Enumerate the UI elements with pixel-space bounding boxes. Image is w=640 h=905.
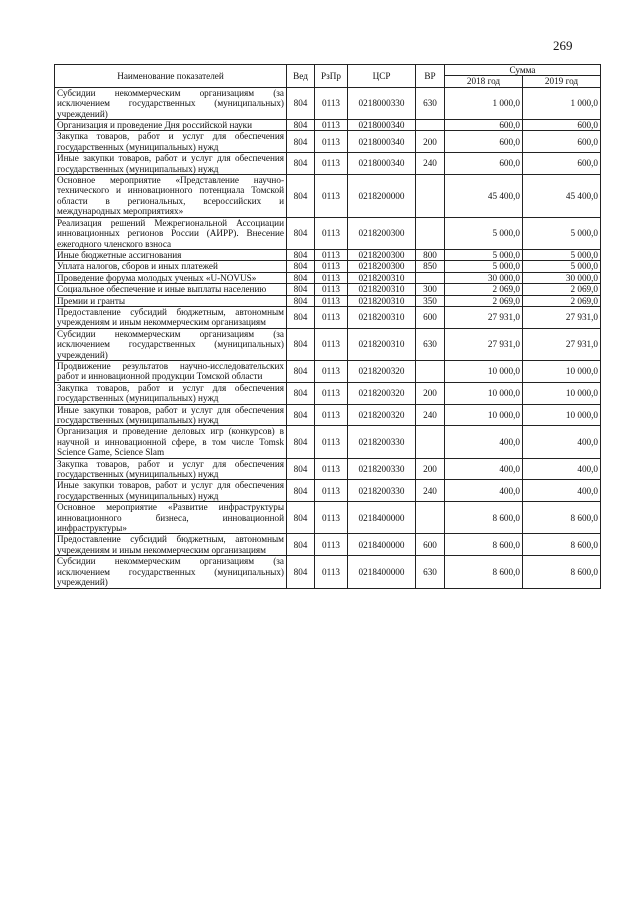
table-row xyxy=(55,87,601,119)
header-year-2018: 2018 год xyxy=(445,76,523,87)
cell-vr xyxy=(416,217,445,249)
cell-rzpr: 0113 xyxy=(315,382,348,404)
table-row xyxy=(55,480,601,502)
cell-sum-2019: 2 069,0 xyxy=(523,295,601,306)
cell-vr: 630 xyxy=(416,87,445,119)
cell-sum-2019: 8 600,0 xyxy=(523,534,601,556)
cell-rzpr: 0113 xyxy=(315,328,348,360)
cell-vr xyxy=(416,502,445,534)
cell-sum-2019: 400,0 xyxy=(523,480,601,502)
table-row xyxy=(55,153,601,175)
cell-ved: 804 xyxy=(287,480,315,502)
cell-name: Иные закупки товаров, работ и услуг для обеспечения государственных (муниципальных) нужд xyxy=(55,480,287,502)
cell-vr: 300 xyxy=(416,284,445,295)
cell-sum-2018: 10 000,0 xyxy=(445,404,523,426)
cell-vr xyxy=(416,120,445,131)
cell-csr: 0218200300 xyxy=(348,249,416,260)
cell-rzpr: 0113 xyxy=(315,284,348,295)
cell-sum-2018: 5 000,0 xyxy=(445,261,523,272)
cell-csr: 0218200320 xyxy=(348,382,416,404)
table-row xyxy=(55,458,601,480)
cell-sum-2019: 2 069,0 xyxy=(523,284,601,295)
cell-sum-2018: 400,0 xyxy=(445,458,523,480)
cell-sum-2018: 5 000,0 xyxy=(445,249,523,260)
cell-rzpr: 0113 xyxy=(315,426,348,458)
cell-csr: 0218400000 xyxy=(348,502,416,534)
cell-name: Иные бюджетные ассигнования xyxy=(55,249,287,260)
cell-vr: 200 xyxy=(416,458,445,480)
cell-csr: 0218200310 xyxy=(348,306,416,328)
cell-vr: 200 xyxy=(416,382,445,404)
cell-ved: 804 xyxy=(287,306,315,328)
cell-sum-2019: 45 400,0 xyxy=(523,175,601,218)
table-row xyxy=(55,261,601,272)
cell-vr xyxy=(416,426,445,458)
cell-name: Основное мероприятие «Представление научно-технического и инновационного потенциала Томской области в региональных, всероссийских и международных мероприятиях» xyxy=(55,175,287,218)
cell-name: Организация и проведение Дня российской науки xyxy=(55,120,287,131)
cell-csr: 0218200320 xyxy=(348,360,416,382)
cell-vr: 850 xyxy=(416,261,445,272)
cell-ved: 804 xyxy=(287,272,315,283)
cell-rzpr: 0113 xyxy=(315,480,348,502)
cell-sum-2018: 30 000,0 xyxy=(445,272,523,283)
table-row xyxy=(55,360,601,382)
cell-csr: 0218000330 xyxy=(348,87,416,119)
cell-csr: 0218000340 xyxy=(348,120,416,131)
cell-sum-2019: 27 931,0 xyxy=(523,328,601,360)
cell-csr: 0218200000 xyxy=(348,175,416,218)
cell-ved: 804 xyxy=(287,131,315,153)
cell-rzpr: 0113 xyxy=(315,249,348,260)
cell-name: Субсидии некоммерческим организациям (за исключением государственных (муниципальных) учреждений) xyxy=(55,556,287,588)
cell-sum-2019: 5 000,0 xyxy=(523,217,601,249)
header-sum: Сумма xyxy=(445,65,601,76)
table-header xyxy=(55,65,601,88)
cell-name: Закупка товаров, работ и услуг для обеспечения государственных (муниципальных) нужд xyxy=(55,458,287,480)
cell-rzpr: 0113 xyxy=(315,458,348,480)
cell-ved: 804 xyxy=(287,120,315,131)
header-vr: ВР xyxy=(416,65,445,88)
table-body xyxy=(55,87,601,588)
cell-sum-2018: 27 931,0 xyxy=(445,306,523,328)
cell-rzpr: 0113 xyxy=(315,306,348,328)
table-row xyxy=(55,502,601,534)
cell-csr: 0218000340 xyxy=(348,131,416,153)
cell-rzpr: 0113 xyxy=(315,360,348,382)
table-row xyxy=(55,120,601,131)
cell-ved: 804 xyxy=(287,153,315,175)
table-row xyxy=(55,284,601,295)
cell-csr: 0218200330 xyxy=(348,426,416,458)
cell-csr: 0218400000 xyxy=(348,556,416,588)
cell-ved: 804 xyxy=(287,458,315,480)
cell-vr: 200 xyxy=(416,131,445,153)
cell-csr: 0218200310 xyxy=(348,284,416,295)
cell-sum-2018: 600,0 xyxy=(445,131,523,153)
cell-csr: 0218200310 xyxy=(348,272,416,283)
cell-rzpr: 0113 xyxy=(315,87,348,119)
cell-sum-2018: 400,0 xyxy=(445,480,523,502)
cell-rzpr: 0113 xyxy=(315,272,348,283)
cell-vr: 240 xyxy=(416,404,445,426)
cell-sum-2019: 8 600,0 xyxy=(523,556,601,588)
cell-sum-2018: 400,0 xyxy=(445,426,523,458)
cell-sum-2019: 600,0 xyxy=(523,153,601,175)
cell-ved: 804 xyxy=(287,556,315,588)
header-ved: Вед xyxy=(287,65,315,88)
cell-vr: 240 xyxy=(416,480,445,502)
table-row xyxy=(55,249,601,260)
table-row xyxy=(55,426,601,458)
cell-sum-2018: 1 000,0 xyxy=(445,87,523,119)
cell-sum-2018: 8 600,0 xyxy=(445,556,523,588)
cell-sum-2018: 10 000,0 xyxy=(445,382,523,404)
cell-sum-2019: 400,0 xyxy=(523,458,601,480)
cell-rzpr: 0113 xyxy=(315,120,348,131)
cell-ved: 804 xyxy=(287,360,315,382)
cell-ved: 804 xyxy=(287,328,315,360)
table-row xyxy=(55,272,601,283)
cell-sum-2018: 8 600,0 xyxy=(445,502,523,534)
table-row xyxy=(55,328,601,360)
table-row xyxy=(55,175,601,218)
cell-rzpr: 0113 xyxy=(315,502,348,534)
cell-sum-2019: 600,0 xyxy=(523,131,601,153)
header-year-2019: 2019 год xyxy=(523,76,601,87)
cell-name: Предоставление субсидий бюджетным, автономным учреждениям и иным некоммерческим организациям xyxy=(55,306,287,328)
cell-sum-2018: 8 600,0 xyxy=(445,534,523,556)
cell-sum-2019: 27 931,0 xyxy=(523,306,601,328)
cell-vr: 630 xyxy=(416,328,445,360)
cell-rzpr: 0113 xyxy=(315,217,348,249)
cell-sum-2018: 600,0 xyxy=(445,153,523,175)
cell-name: Социальное обеспечение и иные выплаты населению xyxy=(55,284,287,295)
cell-vr xyxy=(416,272,445,283)
page-number: 269 xyxy=(553,38,573,53)
cell-name: Субсидии некоммерческим организациям (за исключением государственных (муниципальных) учреждений) xyxy=(55,87,287,119)
cell-sum-2019: 400,0 xyxy=(523,426,601,458)
table-row xyxy=(55,217,601,249)
table-row xyxy=(55,534,601,556)
cell-rzpr: 0113 xyxy=(315,534,348,556)
cell-csr: 0218400000 xyxy=(348,534,416,556)
header-rzpr: РзПр xyxy=(315,65,348,88)
cell-sum-2018: 600,0 xyxy=(445,120,523,131)
cell-name: Уплата налогов, сборов и иных платежей xyxy=(55,261,287,272)
cell-name: Проведение форума молодых ученых «U-NOVUS» xyxy=(55,272,287,283)
cell-sum-2019: 30 000,0 xyxy=(523,272,601,283)
cell-name: Закупка товаров, работ и услуг для обеспечения государственных (муниципальных) нужд xyxy=(55,131,287,153)
cell-ved: 804 xyxy=(287,382,315,404)
cell-rzpr: 0113 xyxy=(315,556,348,588)
cell-csr: 0218200320 xyxy=(348,404,416,426)
cell-ved: 804 xyxy=(287,261,315,272)
cell-name: Закупка товаров, работ и услуг для обеспечения государственных (муниципальных) нужд xyxy=(55,382,287,404)
cell-name: Продвижение результатов научно-исследовательских работ и инновационной продукции Томской области xyxy=(55,360,287,382)
cell-name: Предоставление субсидий бюджетным, автономным учреждениям и иным некоммерческим организациям xyxy=(55,534,287,556)
cell-sum-2019: 10 000,0 xyxy=(523,404,601,426)
header-csr: ЦСР xyxy=(348,65,416,88)
cell-csr: 0218200330 xyxy=(348,480,416,502)
cell-csr: 0218000340 xyxy=(348,153,416,175)
cell-csr: 0218200310 xyxy=(348,295,416,306)
header-name: Наименование показателей xyxy=(55,65,287,88)
cell-ved: 804 xyxy=(287,175,315,218)
table-row xyxy=(55,306,601,328)
cell-ved: 804 xyxy=(287,404,315,426)
cell-name: Премии и гранты xyxy=(55,295,287,306)
cell-name: Иные закупки товаров, работ и услуг для обеспечения государственных (муниципальных) нужд xyxy=(55,404,287,426)
cell-csr: 0218200330 xyxy=(348,458,416,480)
cell-sum-2019: 1 000,0 xyxy=(523,87,601,119)
cell-rzpr: 0113 xyxy=(315,295,348,306)
cell-sum-2019: 600,0 xyxy=(523,120,601,131)
cell-ved: 804 xyxy=(287,426,315,458)
cell-ved: 804 xyxy=(287,284,315,295)
cell-sum-2019: 10 000,0 xyxy=(523,382,601,404)
table-row xyxy=(55,404,601,426)
cell-rzpr: 0113 xyxy=(315,404,348,426)
cell-sum-2019: 8 600,0 xyxy=(523,502,601,534)
cell-vr: 240 xyxy=(416,153,445,175)
cell-ved: 804 xyxy=(287,295,315,306)
cell-vr: 600 xyxy=(416,306,445,328)
cell-name: Основное мероприятие «Развитие инфраструктуры инновационного бизнеса, инновационной инфраструктуры» xyxy=(55,502,287,534)
cell-vr: 800 xyxy=(416,249,445,260)
cell-name: Реализация решений Межрегиональной Ассоциации инновационных регионов России (АИРР). Внесение ежегодного членского взноса xyxy=(55,217,287,249)
table-row xyxy=(55,382,601,404)
cell-rzpr: 0113 xyxy=(315,153,348,175)
table-row xyxy=(55,295,601,306)
cell-ved: 804 xyxy=(287,87,315,119)
cell-ved: 804 xyxy=(287,249,315,260)
cell-sum-2019: 10 000,0 xyxy=(523,360,601,382)
cell-sum-2018: 27 931,0 xyxy=(445,328,523,360)
cell-vr: 350 xyxy=(416,295,445,306)
cell-csr: 0218200300 xyxy=(348,217,416,249)
cell-vr xyxy=(416,175,445,218)
cell-ved: 804 xyxy=(287,534,315,556)
cell-vr: 600 xyxy=(416,534,445,556)
cell-sum-2018: 45 400,0 xyxy=(445,175,523,218)
cell-vr: 630 xyxy=(416,556,445,588)
cell-sum-2019: 5 000,0 xyxy=(523,249,601,260)
table-row xyxy=(55,556,601,588)
cell-csr: 0218200310 xyxy=(348,328,416,360)
cell-name: Иные закупки товаров, работ и услуг для обеспечения государственных (муниципальных) нужд xyxy=(55,153,287,175)
cell-ved: 804 xyxy=(287,217,315,249)
cell-name: Организация и проведение деловых игр (конкурсов) в научной и инновационной сфере, в том числе Tomsk Science Game, Science Slam xyxy=(55,426,287,458)
cell-vr xyxy=(416,360,445,382)
cell-sum-2018: 2 069,0 xyxy=(445,284,523,295)
cell-rzpr: 0113 xyxy=(315,261,348,272)
budget-table xyxy=(54,64,601,589)
table-row xyxy=(55,131,601,153)
cell-ved: 804 xyxy=(287,502,315,534)
cell-sum-2019: 5 000,0 xyxy=(523,261,601,272)
cell-name: Субсидии некоммерческим организациям (за исключением государственных (муниципальных) учреждений) xyxy=(55,328,287,360)
cell-sum-2018: 10 000,0 xyxy=(445,360,523,382)
cell-csr: 0218200300 xyxy=(348,261,416,272)
cell-sum-2018: 2 069,0 xyxy=(445,295,523,306)
cell-sum-2018: 5 000,0 xyxy=(445,217,523,249)
cell-rzpr: 0113 xyxy=(315,175,348,218)
cell-rzpr: 0113 xyxy=(315,131,348,153)
